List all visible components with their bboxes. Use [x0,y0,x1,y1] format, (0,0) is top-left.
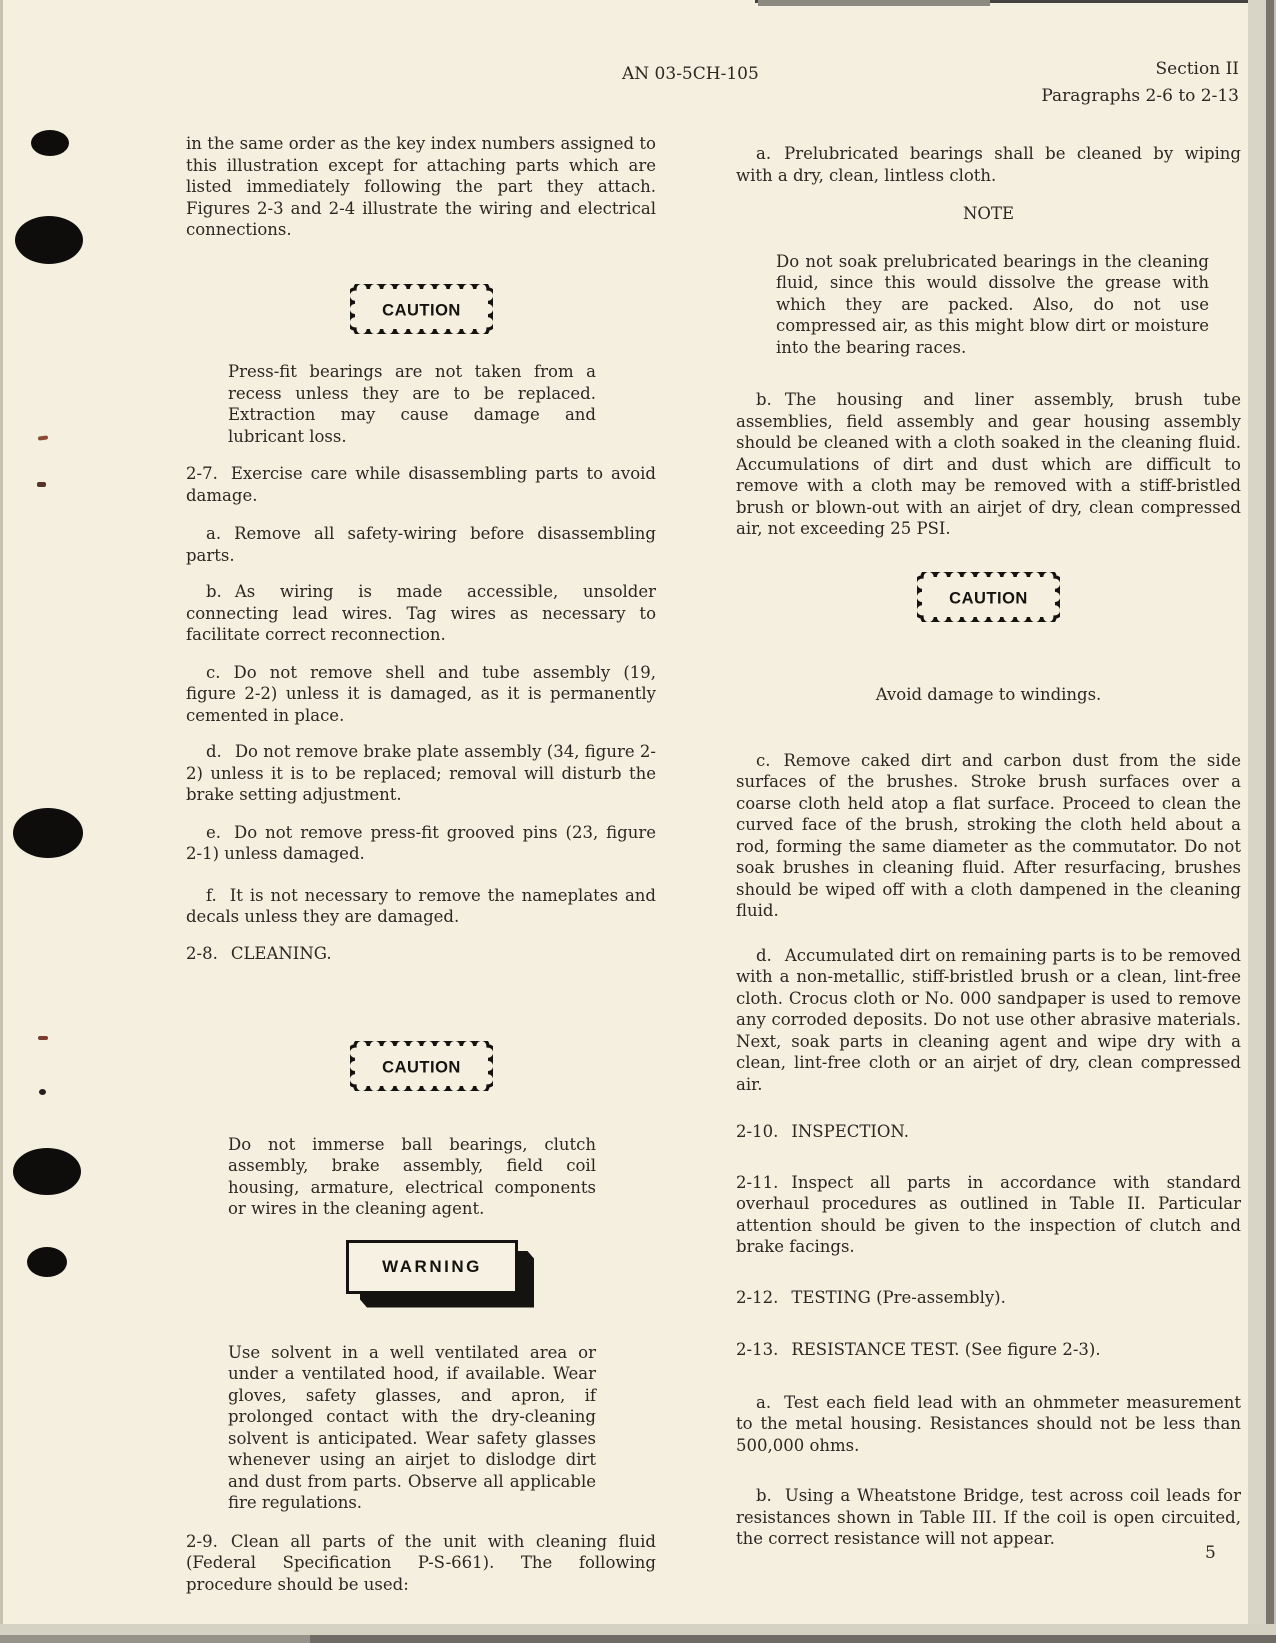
header-right [1041,56,1239,110]
doc-number: AN 03-5CH-105 [622,64,759,84]
item-text: Accumulated dirt on remaining parts is to be removed with a non-metallic, stiff-bristled brush or a clean, lint-free cloth. Crocus cloth or No. 000 sandpaper is used to remove any corroded deposits. Do not use other abrasive materials. Next, soak parts in cleaning agent and wipe dry with a clean, lint-free cloth or an airjet of dry, clean compressed air. [736,945,1241,1094]
item-text: Do not remove shell and tube assembly (19, figure 2-2) unless it is damaged, as it is permanently cemented in place. [186,662,656,725]
list-item-a [736,1392,1241,1457]
scan-edge-right-dark [1266,0,1274,1643]
binder-hole-mark [13,808,83,858]
item-text: Test each field lead with an ohmmeter measurement to the metal housing. Resistances should not be less than 500,000 ohms. [736,1392,1241,1455]
caution-box [350,1041,493,1097]
list-item-f [186,885,656,928]
list-item-b [736,389,1241,540]
left-column [186,133,656,1595]
item-text: Remove caked dirt and carbon dust from the side surfaces of the brushes. Stroke brush surfaces over a coarse cloth held atop a flat surface. Proceed to clean the curved face of the brush, stroking the cloth held about a rod, forming the same diameter as the commutator. Do not soak brushes in cleaning fluid. After resurfacing, brushes should be wiped off with a cloth dampened in the cleaning fluid. [736,750,1241,920]
paragraph-text: INSPECTION. [791,1122,910,1141]
scan-speck [39,1089,46,1095]
item-letter: d. [206,742,222,761]
caution-label: CAUTION [381,1058,461,1077]
note-text: Do not soak prelubricated bearings in the cleaning fluid, since this would dissolve the grease with which they are packed. Also, do not use compressed air, as this might blow dirt or moisture into the bearing races. [776,251,1209,357]
item-letter: b. [756,1486,772,1505]
item-text: The housing and liner assembly, brush tube assemblies, field assembly and gear housing assembly should be cleaned with a cloth soaked in the cleaning fluid. Accumulations of dirt and dust which are difficult to remove with a cloth may be removed with a stiff-bristled brush or blown-out with an airjet of dry, clean compressed air, not exceeding 25 PSI. [736,390,1241,538]
paragraph-text: RESISTANCE TEST. (See figure 2-3). [791,1340,1101,1359]
paragraph-number: 2-13. [736,1340,779,1359]
scan-speck [37,482,46,487]
paragraph-text: CLEANING. [230,943,332,963]
scan-speck [38,1036,48,1040]
item-text: Do not remove press-fit grooved pins (23, figure 2-1) unless damaged. [186,822,656,863]
caution-box [917,572,1060,628]
binder-hole-mark [27,1247,67,1277]
paragraph-text: Exercise care while disassembling parts to avoid damage. [186,464,656,505]
paragraph-text: Inspect all parts in accordance with standard overhaul procedures as outlined in Table II. Particular attention should be given to the inspection of clutch and brake facings. [736,1172,1241,1256]
list-item-d [736,945,1241,1096]
item-text: It is not necessary to remove the nameplates and decals unless they are damaged. [186,885,656,926]
paragraph-number: 2-10. [736,1122,779,1141]
note-heading: NOTE [962,204,1014,223]
page-number: 5 [1205,1543,1216,1563]
list-item-d [186,741,656,806]
binder-hole-mark [31,130,69,156]
scan-edge-top-thick [758,0,990,6]
paragraph-number: 2-9. [186,1531,218,1551]
item-letter: c. [756,750,771,770]
paragraph-2-9 [186,1531,656,1596]
list-item-c [186,662,656,727]
scan-edge-left [0,0,3,1643]
item-letter: b. [756,390,772,409]
caution-label: CAUTION [381,301,461,319]
list-item-a [736,143,1241,186]
warning-text: Use solvent in a well ventilated area or under a ventilated hood, if available. Wear gloves, safety glasses, and apron, if prolonged contact with the dry-cleaning solvent is anticipated. Wear safety glasses whenever using an airjet to dislodge dirt and dust from parts. Observe all applicable fire regulations. [228,1342,596,1512]
paragraph-number: 2-8. [186,943,218,963]
item-text: Using a Wheatstone Bridge, test across coil leads for resistances shown in Table III. If the coil is open circuited, the correct resistance will not appear. [736,1486,1241,1548]
list-item-c [736,750,1241,922]
binder-hole-mark [13,1148,81,1195]
paragraph-2-7 [186,463,656,506]
paragraph-number: 2-7. [186,464,218,483]
paragraph-number: 2-11. [736,1172,779,1192]
caution-text: Avoid damage to windings. [875,685,1102,704]
caution-label: CAUTION [949,589,1028,607]
item-letter: a. [206,524,222,543]
item-text: As wiring is made accessible, unsolder connecting lead wires. Tag wires as necessary to facilitate correct reconnection. [186,582,656,644]
paragraph-number: 2-12. [736,1287,779,1307]
paragraph: in the same order as the key index numbers assigned to this illustration except for attaching parts which are listed immediately following the part they attach. Figures 2-3 and 2-4 illustrate the wiring and electrical connections. [186,134,656,239]
item-letter: f. [206,885,217,905]
item-letter: d. [756,945,772,965]
caution-text: Press-fit bearings are not taken from a recess unless they are to be replaced. Extraction may cause damage and lubricant loss. [228,362,596,446]
paragraph-range: Paragraphs 2-6 to 2-13 [1041,86,1239,106]
scan-edge-bottom-fade [0,1635,310,1643]
scan-edge-right-light [1248,0,1266,1643]
section-label: Section II [1155,59,1239,79]
binder-hole-mark [15,216,83,264]
item-letter: b. [206,582,222,601]
right-column [736,143,1241,1550]
item-letter: a. [756,144,772,163]
item-letter: c. [206,662,221,682]
item-letter: e. [206,822,222,842]
list-item-a [186,523,656,566]
list-item-b [186,581,656,646]
item-text: Do not remove brake plate assembly (34, figure 2-2) unless it is to be replaced; removal will disturb the brake setting adjustment. [186,742,656,804]
warning-label: WARNING [346,1240,518,1294]
warning-box [346,1240,536,1308]
paragraph-2-13 [736,1339,1241,1361]
item-text: Remove all safety-wiring before disassembling parts. [186,524,656,565]
paragraph-2-10 [736,1121,1241,1143]
paragraph-2-8 [186,943,656,965]
item-text: Prelubricated bearings shall be cleaned by wiping with a dry, clean, lintless cloth. [736,144,1241,185]
caution-text: Do not immerse ball bearings, clutch assembly, brake assembly, field coil housing, armature, electrical components or wires in the cleaning agent. [228,1134,596,1218]
caution-box [350,284,493,340]
list-item-b [736,1485,1241,1550]
item-letter: a. [756,1392,772,1412]
paragraph-text: Clean all parts of the unit with cleaning fluid (Federal Specification P-S-661). The following procedure should be used: [186,1531,656,1594]
paragraph-text: TESTING (Pre-assembly). [791,1287,1006,1307]
paragraph-2-12 [736,1287,1241,1309]
list-item-e [186,822,656,865]
paragraph-2-11 [736,1172,1241,1258]
scan-speck [38,435,48,440]
